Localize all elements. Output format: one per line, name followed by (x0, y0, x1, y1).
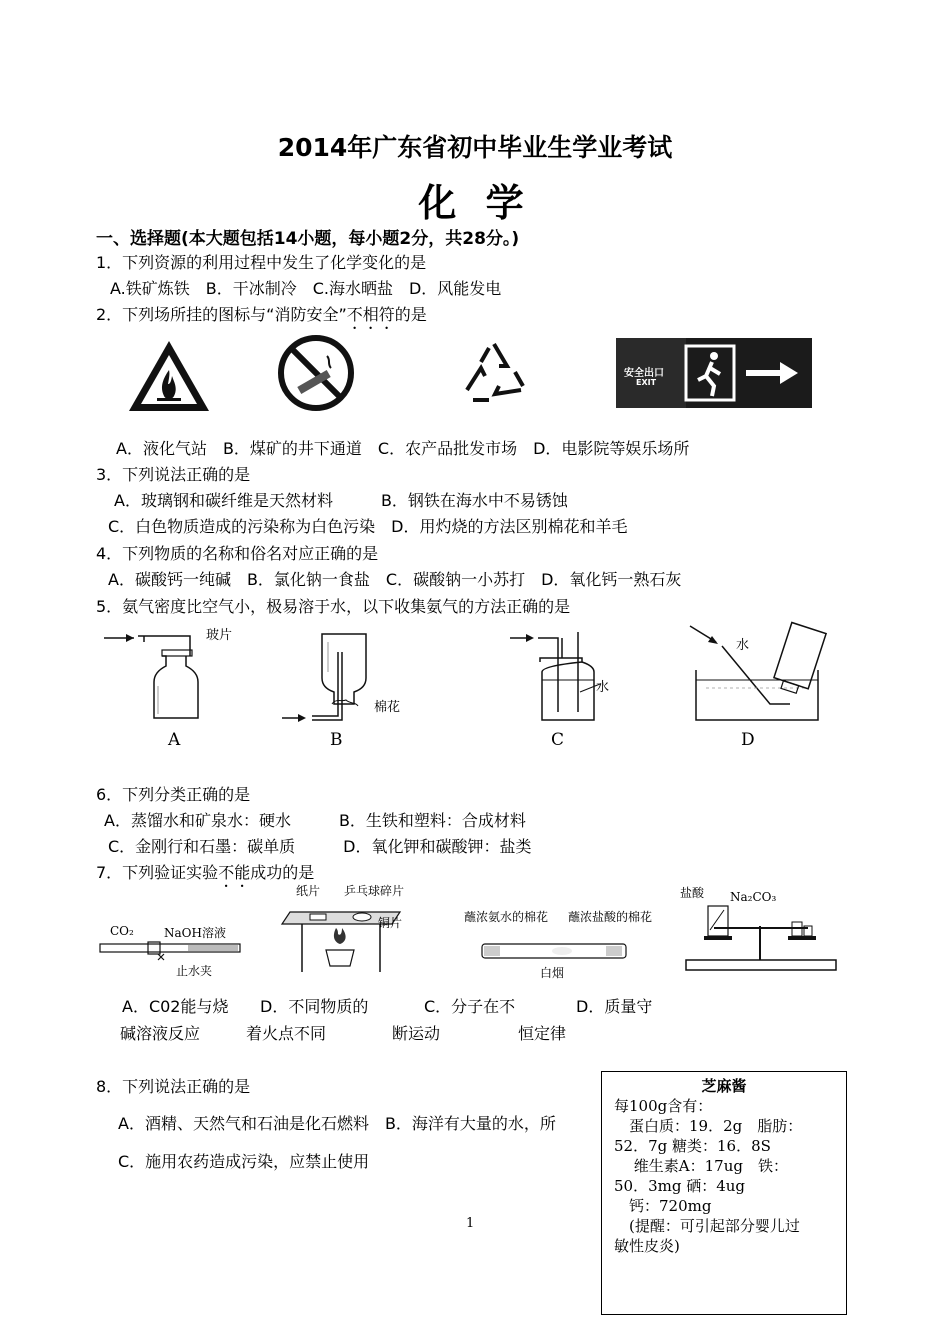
trough-d-figure (686, 622, 826, 722)
q7-stem: 7．下列验证实验不能成功的是 (96, 863, 315, 882)
q4-stem: 4．下列物质的名称和俗名对应正确的是 (96, 544, 379, 563)
ignition-point-figure (280, 894, 410, 974)
q5-label-c: C (551, 730, 565, 750)
no-smoking-icon (277, 334, 355, 412)
q2-emphasis: 不相符 (346, 305, 395, 324)
nutrition-line: (提醒：可引起部分婴儿过 (614, 1217, 800, 1235)
nutrition-line: 维生素A：17ug 铁： (614, 1157, 788, 1175)
nutrition-line: 50．3mg 硒：4ug (614, 1177, 746, 1195)
q5-stem: 5．氨气密度比空气小，极易溶于水，以下收集氨气的方法正确的是 (96, 597, 571, 616)
q5-label-a: A (168, 730, 181, 750)
q7-opt-a-line2: 碱溶液反应 (120, 1024, 201, 1043)
q7-opt-a-line1: A．C02能与烧 (122, 997, 229, 1016)
exit-sign-cn: 安全出口 (624, 368, 664, 379)
exam-title: 2014年广东省初中毕业生学业考试 (277, 133, 673, 162)
q6-stem: 6．下列分类正确的是 (96, 785, 251, 804)
q5-cotton-label: 棉花 (374, 700, 401, 715)
running-man-icon (684, 344, 736, 402)
q7-co2-label: CO₂ (110, 924, 134, 938)
nutrition-line: 钙：720mg (614, 1197, 712, 1215)
nutrition-line: 每100g含有： (614, 1097, 713, 1115)
q1-stem: 1．下列资源的利用过程中发生了化学变化的是 (96, 253, 427, 272)
nutrition-line: 52．7g 糖类：16．8S (614, 1137, 771, 1155)
section-heading: 一、选择题(本大题包括14小题，每小题2分，共28分。) (96, 229, 520, 249)
diffusion-tube-figure (480, 940, 630, 964)
q7-opt-c-line2: 断运动 (392, 1024, 441, 1043)
nutrition-title: 芝麻酱 (701, 1077, 747, 1095)
inverted-bottle-b-figure (282, 632, 382, 724)
q7-opt-c-line1: C．分子在不 (424, 997, 516, 1016)
q7-copper-label: 铜片 (378, 916, 403, 930)
q7-pingpong-label: 乒乓球碎片 (344, 884, 405, 898)
nutrition-label-box (601, 1071, 847, 1315)
q3-row2: C．白色物质造成的污染称为白色污染 D．用灼烧的方法区别棉花和羊毛 (108, 517, 628, 536)
q5-label-b: B (330, 730, 343, 750)
water-bottle-c-figure (508, 628, 608, 724)
gas-bottle-a-figure (104, 628, 214, 724)
q8-stem: 8．下列说法正确的是 (96, 1077, 251, 1096)
page-number: 1 (466, 1216, 475, 1231)
q7-opt-d-line1: D．质量守 (576, 997, 653, 1016)
arrow-right-icon (744, 360, 800, 386)
q5-water-d-label: 水 (736, 638, 750, 653)
q1-options: A.铁矿炼铁 B．干冰制冷 C.海水晒盐 D．风能发电 (110, 279, 502, 298)
q8-row1: A．酒精、天然气和石油是化石燃料 B．海洋有大量的水，所 (118, 1114, 556, 1133)
q4-options: A．碳酸钙一纯碱 B．氯化钠一食盐 C．碳酸钠一小苏打 D．氧化钙一熟石灰 (108, 570, 682, 589)
q7-acid-label: 盐酸 (680, 886, 705, 900)
q7-ammonia-label: 蘸浓氨水的棉花 (464, 910, 549, 924)
flammable-warning-icon (126, 338, 212, 414)
q2-options: A．液化气站 B．煤矿的井下通道 C．农产品批发市场 D．电影院等娱乐场所 (116, 439, 690, 458)
q7-clamp-label: 止水夹 (176, 964, 213, 978)
q3-stem: 3．下列说法正确的是 (96, 465, 251, 484)
q5-label-d: D (741, 730, 755, 750)
q3-row1: A．玻璃钢和碳纤维是天然材料 B．钢铁在海水中不易锈蚀 (114, 491, 568, 510)
exit-sign-en: EXIT (636, 378, 657, 387)
q7-smoke-label: 白烟 (540, 966, 565, 980)
exit-sign (616, 338, 812, 408)
q7-opt-d-line2: 恒定律 (518, 1024, 567, 1043)
q7-opt-b-line1: D．不同物质的 (260, 997, 369, 1016)
co2-naoh-tube-figure (98, 936, 248, 972)
q2-stem: 2．下列场所挂的图标与“消防安全”不相符的是 (96, 305, 427, 324)
q7-paper-label: 纸片 (296, 884, 321, 898)
recycle-icon (459, 338, 529, 410)
q7-na2co3-label: Na₂CO₃ (730, 890, 777, 904)
q7-emphasis: 不能 (218, 863, 251, 882)
q7-opt-b-line2: 着火点不同 (246, 1024, 327, 1043)
q8-row2: C．施用农药造成污染，应禁止使用 (118, 1152, 370, 1171)
q5-water-c-label: 水 (596, 680, 610, 695)
nutrition-line: 敏性皮炎) (614, 1237, 680, 1255)
q7-hcl-label: 蘸浓盐酸的棉花 (568, 910, 653, 924)
q6-row2: C．金刚行和石墨：碳单质 D．氧化钾和碳酸钾：盐类 (108, 837, 532, 856)
subject-title: 化 学 (418, 181, 532, 225)
balance-figure (684, 896, 840, 974)
nutrition-line: 蛋白质：19．2g 脂肪： (614, 1117, 803, 1135)
q5-glass-label: 玻片 (206, 628, 233, 643)
q6-row1: A．蒸馏水和矿泉水：硬水 B．生铁和塑料：合成材料 (104, 811, 526, 830)
q7-naoh-label: NaOH溶液 (164, 926, 226, 940)
